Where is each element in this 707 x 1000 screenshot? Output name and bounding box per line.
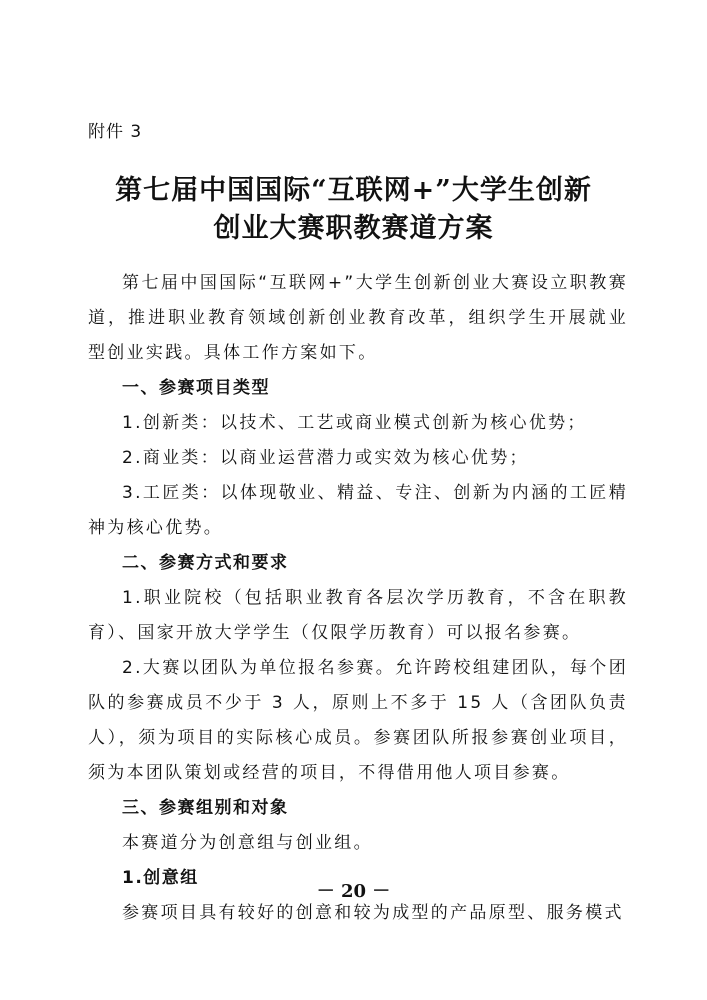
section-heading: 三、参赛组别和对象: [122, 798, 289, 818]
attachment-label: 附件 3: [88, 122, 143, 142]
list-item: 2.大赛以团队为单位报名参赛。允许跨校组建团队，每个团队的参赛成员不少于 3 人，原则上不多于 15 人（含团队负责人），须为项目的实际核心成员。参赛团队所报参赛创业项目，须为本团队策划或经营的项目，不得借用他人项目参赛。: [88, 658, 628, 783]
paragraph: 第七届中国国际“互联网+”大学生创新创业大赛设立职教赛道，推进职业教育领域创新创业教育改革，组织学生开展就业型创业实践。具体工作方案如下。: [88, 273, 628, 363]
document-title-line-2: 创业大赛职教赛道方案: [213, 213, 494, 244]
page-number: － 20 －: [316, 881, 391, 902]
list-item: 1.创新类：以技术、工艺或商业模式创新为核心优势；: [122, 413, 587, 433]
subsection-heading: 1.创意组: [122, 868, 199, 888]
document-title-line-1: 第七届中国国际“互联网+”大学生创新: [115, 175, 592, 206]
paragraph: 本赛道分为创意组与创业组。: [122, 833, 373, 853]
list-item: 3.工匠类：以体现敬业、精益、专注、创新为内涵的工匠精神为核心优势。: [88, 483, 628, 538]
list-item: 1.职业院校（包括职业教育各层次学历教育，不含在职教育）、国家开放大学学生（仅限学历教育）可以报名参赛。: [88, 588, 628, 643]
list-item: 2.商业类：以商业运营潜力或实效为核心优势；: [122, 448, 529, 468]
document-body: [88, 266, 628, 931]
section-heading: 二、参赛方式和要求: [122, 553, 289, 573]
section-heading: 一、参赛项目类型: [122, 378, 270, 398]
paragraph: 参赛项目具有较好的创意和较为成型的产品原型、服务模式: [122, 903, 624, 923]
